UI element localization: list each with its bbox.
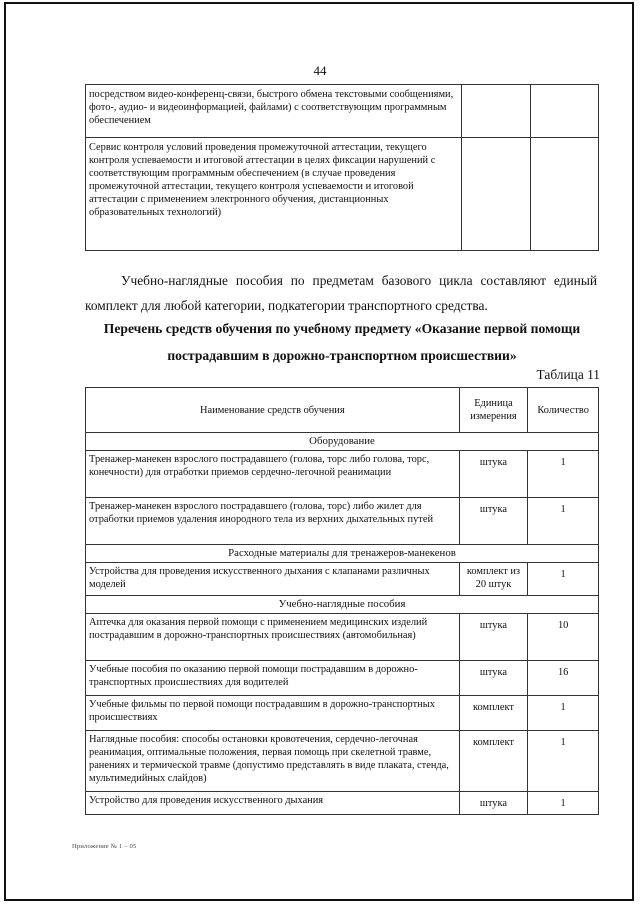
- item-name: Аптечка для оказания первой помощи с применением медицинских изделий пострадавшим в дорожно-транспортных происшествиях (автомобильная): [86, 614, 460, 661]
- continuation-table: [85, 84, 599, 251]
- table-cell: [462, 85, 530, 138]
- table-cell: [462, 138, 530, 251]
- table-row: [86, 451, 599, 498]
- item-qty: 1: [528, 451, 599, 498]
- header-qty: Количество: [528, 388, 599, 433]
- item-name: Тренажер-манекен взрослого пострадавшего (голова, торс либо голова, торс, конечности) для отработки приемов сердечно-легочной реанимации: [86, 451, 460, 498]
- item-name: Наглядные пособия: способы остановки кровотечения, сердечно-легочная реанимация, оптимальные положения, первая помощь при скелетной травме, ранениях и термической травме (допустимо представлять в виде плаката, стенда, мультимедийных слайдов): [86, 731, 460, 792]
- equipment-table: [85, 387, 599, 815]
- item-name: Устройства для проведения искусственного дыхания с клапанами различных моделей: [86, 563, 460, 596]
- table-row: [86, 614, 599, 661]
- item-name: Устройство для проведения искусственного дыхания: [86, 792, 460, 815]
- item-qty: 1: [528, 563, 599, 596]
- item-unit: штука: [459, 661, 528, 696]
- table-row: [86, 498, 599, 545]
- table-cell: [530, 138, 598, 251]
- item-unit: штука: [459, 614, 528, 661]
- item-name: Тренажер-манекен взрослого пострадавшего (голова, торс) либо жилет для отработки приемов удаления инородного тела из верхних дыхательных путей: [86, 498, 460, 545]
- table-row: [86, 563, 599, 596]
- item-unit: комплект из 20 штук: [459, 563, 528, 596]
- item-qty: 1: [528, 792, 599, 815]
- item-unit: комплект: [459, 696, 528, 731]
- item-qty: 1: [528, 731, 599, 792]
- item-unit: комплект: [459, 731, 528, 792]
- header-unit: Единица измерения: [459, 388, 528, 433]
- header-name: Наименование средств обучения: [86, 388, 460, 433]
- item-name: Учебные фильмы по первой помощи пострадавшим в дорожно-транспортных происшествиях: [86, 696, 460, 731]
- section-title: Расходные материалы для тренажеров-манекенов: [86, 545, 599, 563]
- page-footer: Приложение № 1 – 05: [72, 843, 137, 850]
- section-title: Учебно-наглядные пособия: [86, 596, 599, 614]
- section-title: Оборудование: [86, 433, 599, 451]
- item-unit: штука: [459, 451, 528, 498]
- section-row: [86, 596, 599, 614]
- section-heading: Перечень средств обучения по учебному предмету «Оказание первой помощи пострадавшим в дорожно-транспортном происшествии»: [103, 321, 581, 363]
- table-row: [86, 792, 599, 815]
- table-row: [86, 661, 599, 696]
- item-qty: 10: [528, 614, 599, 661]
- table-row: [86, 731, 599, 792]
- table-label: Таблица 11: [536, 367, 600, 382]
- section-row: [86, 433, 599, 451]
- table-row: [86, 138, 599, 251]
- table-cell: [530, 85, 598, 138]
- table-cell: посредством видео-конференц-связи, быстрого обмена текстовыми сообщениями, фото-, аудио- и видеоинформацией, файлами) с соответствующим программным обеспечением: [86, 85, 462, 138]
- item-qty: 1: [528, 498, 599, 545]
- page-number: 44: [313, 63, 327, 78]
- body-paragraph: Учебно-наглядные пособия по предметам базового цикла составляют единый комплект для любой категории, подкатегории транспортного средства.: [85, 273, 597, 313]
- table-row: [86, 696, 599, 731]
- item-qty: 1: [528, 696, 599, 731]
- item-unit: штука: [459, 792, 528, 815]
- table-cell: Сервис контроля условий проведения промежуточной аттестации, текущего контроля успеваемости и итоговой аттестации в целях фиксации нарушений с соответствующим программным обеспечением (в случае проведения промежуточной аттестации, текущего контроля успеваемости и итоговой аттестации с применением электронного обучения, дистанционных образовательных технологий): [86, 138, 462, 251]
- item-qty: 16: [528, 661, 599, 696]
- section-row: [86, 545, 599, 563]
- item-unit: штука: [459, 498, 528, 545]
- table-row: [86, 85, 599, 138]
- item-name: Учебные пособия по оказанию первой помощи пострадавшим в дорожно-транспортных происшествиях для водителей: [86, 661, 460, 696]
- table-header-row: [86, 388, 599, 433]
